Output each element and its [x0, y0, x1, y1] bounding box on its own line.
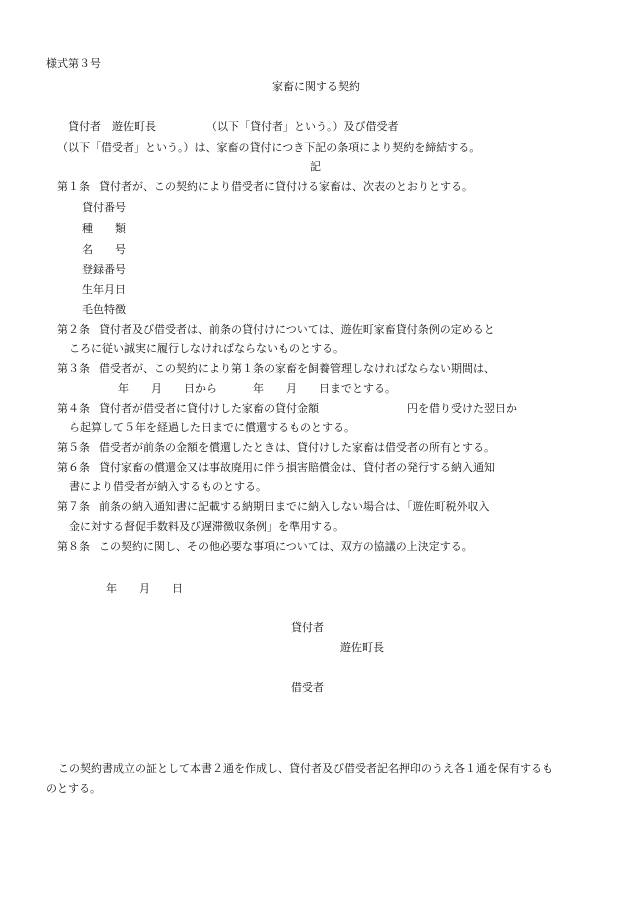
period-to: 日までとする。	[319, 382, 396, 395]
article-7-text-1: 前条の納入通知書に記載する納期日までに納入しない場合は、「遊佐町税外収入	[99, 500, 490, 513]
article-1	[57, 180, 473, 194]
article-6-text-1: 貸付家畜の償還金又は事故廃用に伴う損害賠償金は、貸付者の発行する納入通知	[99, 461, 495, 474]
intro-lender-label: 貸付者	[68, 120, 101, 133]
article-8-text: この契約に関し、その他必要な事項については、双方の協議の上決定する。	[99, 540, 473, 553]
period-month-1: 月	[151, 382, 162, 395]
article-4-text-1b: 円を借り受けた翌日か	[407, 402, 517, 415]
article-4-text-1a: 貸付者が借受者に貸付けした家畜の貸付金額	[99, 402, 319, 415]
article-6-line-1	[57, 461, 495, 475]
table-item-registration-number: 登録番号	[82, 263, 126, 276]
article-3-line-1	[57, 362, 495, 376]
article-5-text: 借受者が前条の金額を償還したときは、貸付けした家畜は借受者の所有とする。	[99, 441, 495, 454]
period-year-2: 年	[253, 382, 264, 395]
article-2-heading: 第２条	[57, 323, 90, 336]
article-3-period	[118, 382, 396, 396]
intro-line-2: （以下「借受者」という。）は、家畜の貸付につき下記の条項により契約を締結する。	[57, 141, 481, 154]
form-number: 様式第３号	[46, 57, 101, 70]
period-from: 日から	[184, 382, 217, 395]
intro-lender-suffix: （以下「貸付者」という。）及び借受者	[206, 120, 399, 133]
article-1-heading: 第１条	[57, 180, 90, 193]
signature-borrower-label: 借受者	[291, 681, 324, 694]
article-4-heading: 第４条	[57, 402, 90, 415]
article-7-line-2: 金に対する督促手数料及び遅滞徴収条例」を準用する。	[69, 520, 344, 533]
closing-line-1: この契約書成立の証として本書２通を作成し、貸付者及び借受者記名押印のうえ各１通を保有するも	[58, 762, 553, 775]
article-4-line-1	[57, 402, 517, 416]
article-8-heading: 第８条	[57, 540, 90, 553]
article-5-heading: 第５条	[57, 441, 90, 454]
article-7-line-1	[57, 500, 490, 514]
article-3-text-1: 借受者が、この契約により第１条の家畜を飼養管理しなければならない期間は、	[99, 362, 495, 375]
intro-lender-name: 遊佐町長	[112, 120, 156, 133]
article-8	[57, 540, 473, 554]
article-4-line-2: ら起算して５年を経過した日までに償還するものとする。	[69, 421, 355, 434]
article-2-line-1	[57, 323, 495, 337]
document-title: 家畜に関する契約	[272, 80, 360, 93]
signature-lender-label: 貸付者	[291, 621, 324, 634]
table-item-name: 名 号	[82, 243, 126, 256]
table-item-lending-number: 貸付番号	[82, 201, 126, 214]
table-item-type: 種 類	[82, 222, 126, 235]
date-month: 月	[139, 582, 150, 595]
intro-line-1	[68, 120, 399, 134]
contract-date	[106, 582, 183, 596]
date-day: 日	[172, 582, 183, 595]
table-item-coat-features: 毛色特徴	[82, 303, 126, 316]
signature-lender-name: 遊佐町長	[340, 641, 384, 654]
closing-line-2: のとする。	[46, 782, 101, 795]
table-item-birth-date: 生年月日	[82, 283, 126, 296]
period-month-2: 月	[286, 382, 297, 395]
ki-heading: 記	[310, 160, 321, 173]
article-3-heading: 第３条	[57, 362, 90, 375]
article-2-line-2: ころに従い誠実に履行しなければならないものとする。	[69, 342, 344, 355]
article-7-heading: 第７条	[57, 500, 90, 513]
article-2-text-1: 貸付者及び借受者は、前条の貸付けについては、遊佐町家畜貸付条例の定めると	[99, 323, 495, 336]
period-year-1: 年	[118, 382, 129, 395]
article-6-line-2: 書により借受者が納入するものとする。	[69, 480, 267, 493]
article-6-heading: 第６条	[57, 461, 90, 474]
date-year: 年	[106, 582, 117, 595]
article-1-text: 貸付者が、この契約により借受者に貸付ける家畜は、次表のとおりとする。	[99, 180, 473, 193]
article-5	[57, 441, 495, 455]
